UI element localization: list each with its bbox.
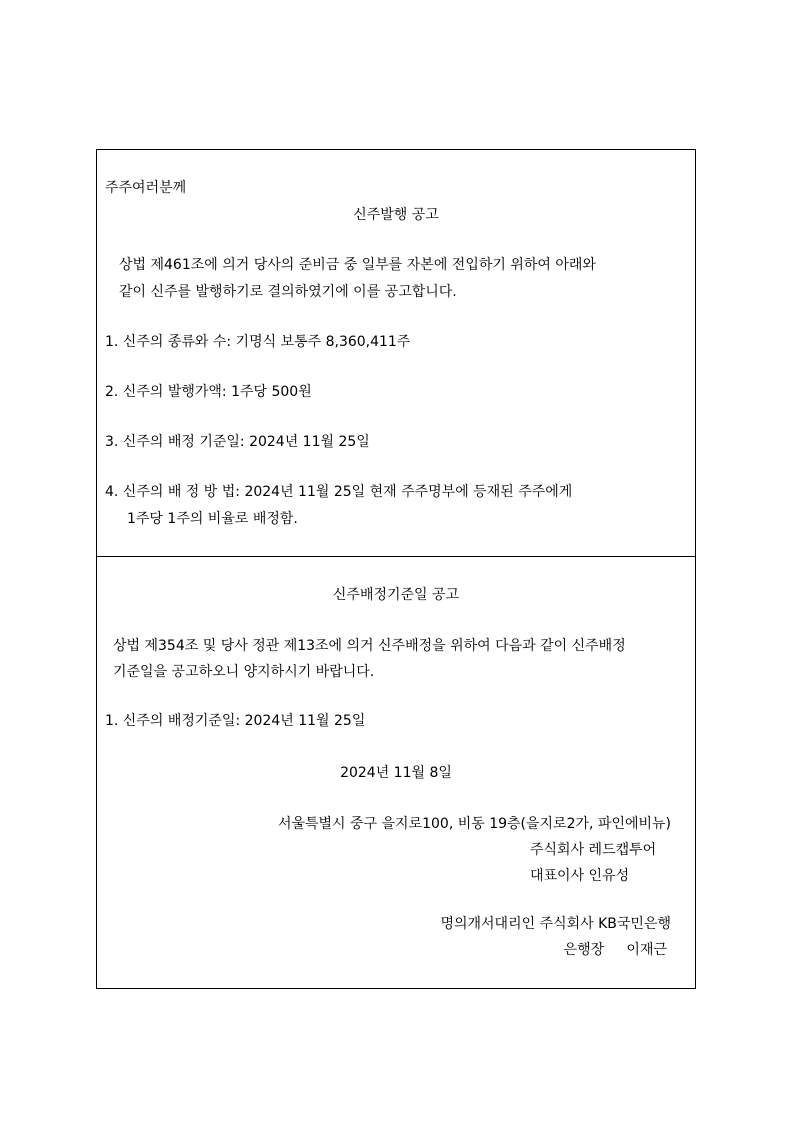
item-allocation-method: 4. 신주의 배 정 방 법: 2024년 11월 25일 현재 주주명부에 등재된 주주에게 (105, 484, 573, 500)
item-allocation-method-cont: 1주당 1주의 비율로 배정함. (127, 511, 298, 527)
notice-title: 신주발행 공고 (353, 207, 439, 223)
record-date-notice (96, 556, 696, 989)
bank-head: 은행장 이재근 (563, 942, 667, 958)
greeting: 주주여러분께 (105, 180, 187, 196)
item-record-date: 1. 신주의 배정기준일: 2024년 11월 25일 (105, 713, 366, 729)
notice-date: 2024년 11월 8일 (340, 765, 452, 781)
stock-issuance-notice (96, 149, 696, 557)
company-name: 주식회사 레드캡투어 (530, 842, 657, 858)
intro-text-line-2: 같이 신주를 발행하기로 결의하였기에 이를 공고합니다. (119, 284, 457, 300)
transfer-agent: 명의개서대리인 주식회사 KB국민은행 (440, 916, 671, 932)
company-address: 서울특별시 중구 을지로100, 비동 19층(을지로2가, 파인에비뉴) (277, 816, 671, 832)
ceo-name: 대표이사 인유성 (530, 868, 630, 884)
intro-text-line-1: 상법 제354조 및 당사 정관 제13조에 의거 신주배정을 위하여 다음과 같이 신주배정 (113, 638, 626, 654)
notice-title: 신주배정기준일 공고 (332, 587, 460, 603)
item-share-type: 1. 신주의 종류와 수: 기명식 보통주 8,360,411주 (105, 334, 411, 350)
item-issue-price: 2. 신주의 발행가액: 1주당 500원 (105, 384, 312, 400)
intro-text-line-2: 기준일을 공고하오니 양지하시기 바랍니다. (113, 664, 375, 680)
item-record-date: 3. 신주의 배정 기준일: 2024년 11월 25일 (105, 434, 370, 450)
intro-text-line-1: 상법 제461조에 의거 당사의 준비금 중 일부를 자본에 전입하기 위하여 아래와 (119, 257, 596, 273)
